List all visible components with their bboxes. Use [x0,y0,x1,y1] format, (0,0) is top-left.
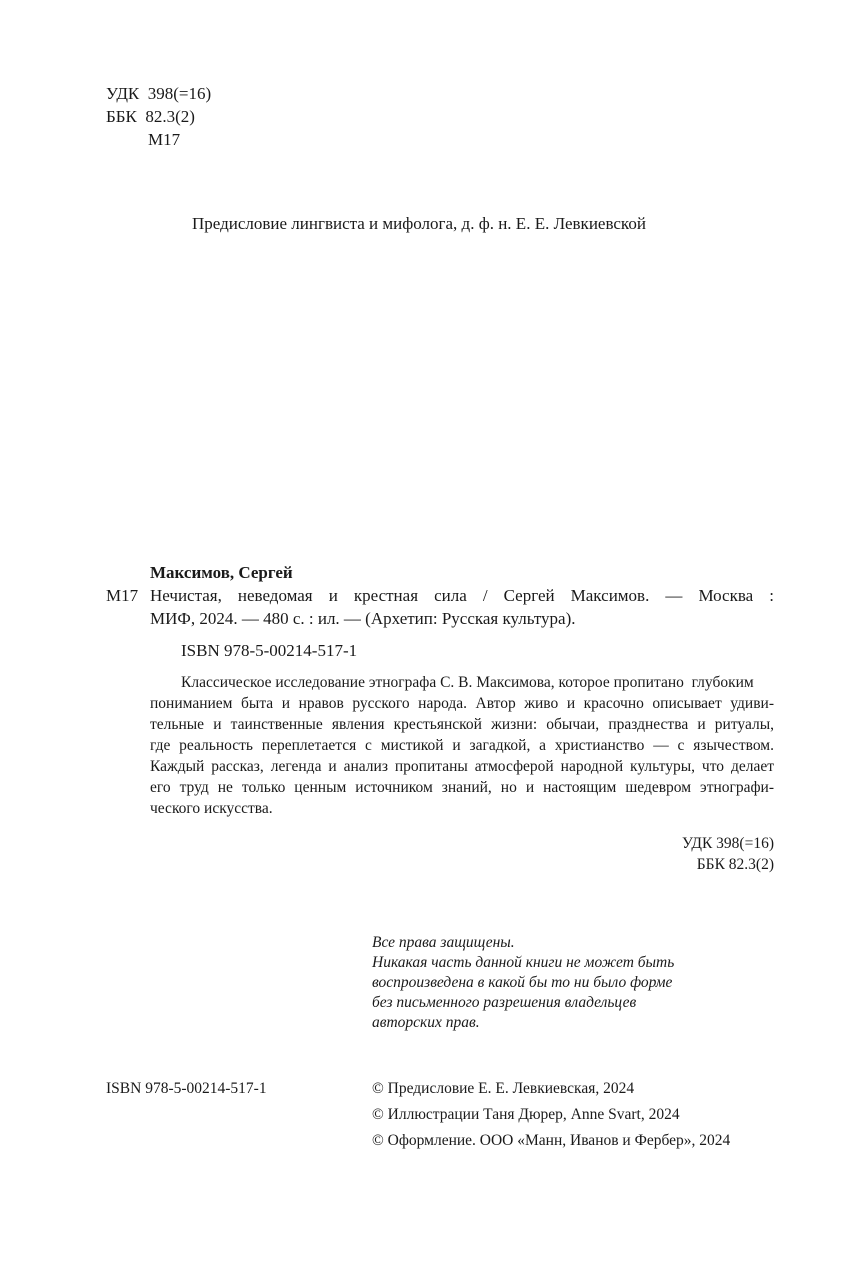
annotation-line: его труд не только ценным источником знаний, но и настоящим шедевром этнографи- [150,779,774,796]
rights-line: воспроизведена в какой бы то ни было форме [372,974,673,991]
annotation-line: тельные и таинственные явления крестьянской жизни: обычаи, празднества и ритуалы, [150,716,774,733]
annotation-line: Классическое исследование этнографа С. В. Максимова, которое пропитано глубоким [181,674,754,691]
footer-isbn: ISBN 978-5-00214-517-1 [106,1080,267,1097]
annotation-line: пониманием быта и нравов русского народа. Автор живо и красочно описывает удиви- [150,695,774,712]
bbk-code-top: ББК 82.3(2) [106,107,195,126]
preface-note: Предисловие лингвиста и мифолога, д. ф. н. Е. Е. Левкиевской [192,214,646,233]
rights-line: Никакая часть данной книги не может быть [372,954,675,971]
annotation-line: Каждый рассказ, легенда и анализ пропитаны атмосферой народной культуры, что делает [150,758,774,775]
author-mark-catalog: М17 [106,586,139,605]
annotation-line: ческого искусства. [150,800,273,817]
udk-code-bottom: УДК 398(=16) [681,835,774,852]
copyright-line: © Иллюстрации Таня Дюрер, Anne Svart, 2024 [372,1106,680,1123]
rights-line: Все права защищены. [372,934,515,951]
bbk-code-bottom: ББК 82.3(2) [696,856,774,873]
catalog-title-line: Нечистая, неведомая и крестная сила / Сергей Максимов. — Москва : [150,586,774,605]
rights-line: без письменного разрешения владельцев [372,994,637,1011]
annotation-line: где реальность переплетается с мистикой и загадкой, а христианство — с язычеством. [150,737,774,754]
rights-line: авторских прав. [372,1014,480,1031]
catalog-title-line: МИФ, 2024. — 480 с. : ил. — (Архетип: Русская культура). [150,609,576,628]
copyright-line: © Оформление. ООО «Манн, Иванов и Фербер», 2024 [372,1132,731,1149]
catalog-isbn: ISBN 978-5-00214-517-1 [181,641,358,660]
udk-code-top: УДК 398(=16) [106,84,212,103]
copyright-line: © Предисловие Е. Е. Левкиевская, 2024 [372,1080,635,1097]
author-mark-top: М17 [148,130,181,149]
author-heading: Максимов, Сергей [150,563,293,582]
